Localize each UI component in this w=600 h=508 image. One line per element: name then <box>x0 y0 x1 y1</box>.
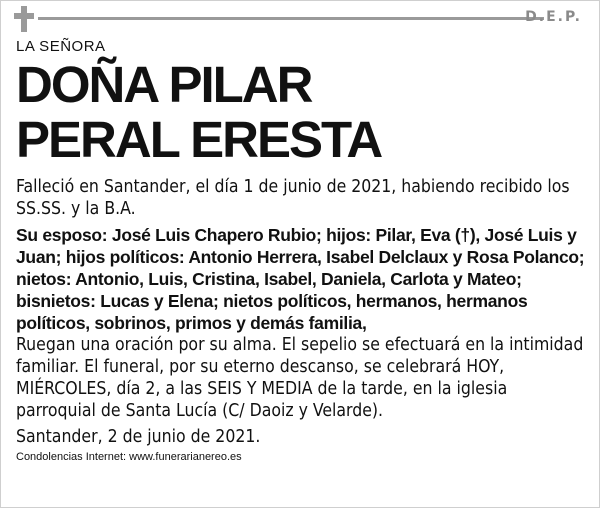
dep-tag: D.E.P. <box>525 9 582 25</box>
deceased-name-line2: PERAL ERESTA <box>16 111 382 168</box>
condolences-line: Condolencias Internet: www.funerarianereo.es <box>16 451 242 463</box>
header-rule <box>38 17 544 20</box>
death-notice: Falleció en Santander, el día 1 de junio de 2021, habiendo recibido los SS.SS. y la B.A. <box>16 177 570 219</box>
title-prefix: LA SEÑORA <box>16 38 106 55</box>
obituary-body <box>16 38 588 475</box>
place-date: Santander, 2 de junio de 2021. <box>16 427 261 447</box>
latin-cross-icon <box>14 6 34 32</box>
prayer-request: Ruegan una oración por su alma. El sepelio se efectuará en la intimidad familiar. El funeral, por su eterno descanso, se celebrará HOY, MIÉRCOLES, día 2, a las SEIS Y MEDIA de la tarde, en la iglesia parroquial de Santa Lucía (C/ Daoiz y Velarde). <box>16 335 584 421</box>
deceased-name-line1: DOÑA PILAR <box>16 56 312 113</box>
header-bar <box>12 6 598 32</box>
family-list: Su esposo: José Luis Chapero Rubio; hijos: Pilar, Eva (†), José Luis y Juan; hijos políticos: Antonio Herrera, Isabel Delclaux y Rosa Polanco; nietos: Antonio, Luis, Cristina, Isabel, Daniela, Carlota y Mateo; bisnietos: Lucas y Elena; nietos políticos, hermanos, hermanos políticos, sobrinos, primos y demás familia, <box>16 225 585 333</box>
